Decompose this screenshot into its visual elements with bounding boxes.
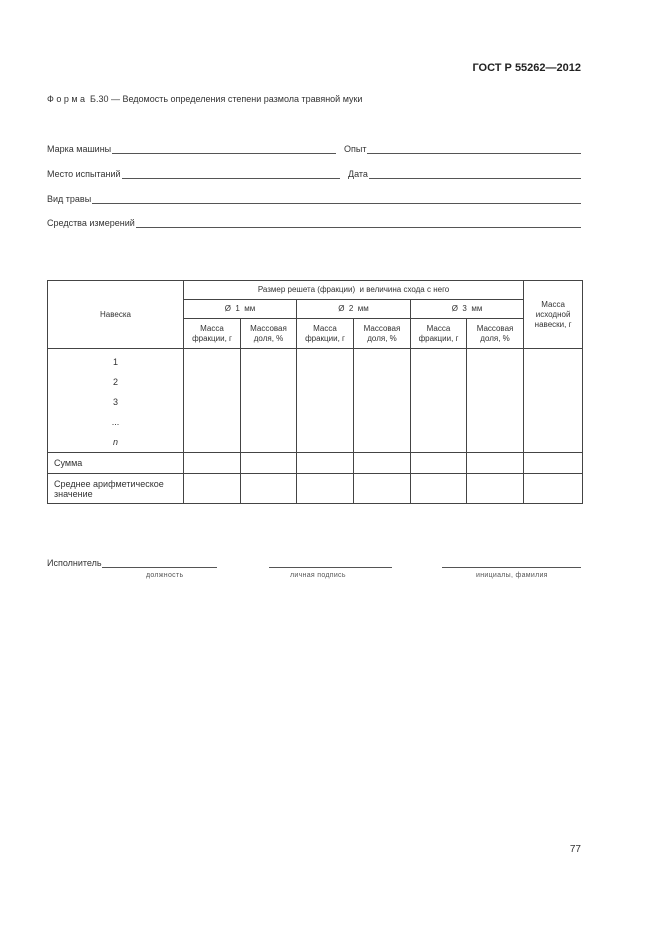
date-label: Дата xyxy=(348,169,368,179)
mass-share-header: Массовая доля, % xyxy=(467,319,524,349)
data-cell[interactable] xyxy=(297,453,354,474)
data-cell[interactable] xyxy=(354,474,411,504)
data-cell[interactable] xyxy=(524,453,583,474)
data-cell[interactable] xyxy=(467,349,524,453)
sample-header: Навеска xyxy=(48,281,184,349)
mass-share-header: Массовая доля, % xyxy=(241,319,297,349)
sum-label: Сумма xyxy=(48,453,184,474)
data-cell[interactable] xyxy=(297,349,354,453)
mass-share-header: Массовая доля, % xyxy=(354,319,411,349)
data-cell[interactable] xyxy=(524,474,583,504)
page-number: 77 xyxy=(569,844,581,855)
data-cell[interactable] xyxy=(354,349,411,453)
initial-mass-header: Масса исходной навески, г xyxy=(524,281,583,349)
measuring-tools-line[interactable] xyxy=(136,218,581,228)
measuring-tools-label: Средства измерений xyxy=(47,218,135,228)
average-row xyxy=(48,474,583,504)
form-caption: Ф о р м а Б.30 — Ведомость определения степени размола травяной муки xyxy=(47,94,363,104)
signature-line[interactable] xyxy=(269,558,392,568)
grass-type-line[interactable] xyxy=(92,194,581,204)
sieve-group-header: Размер решета (фракции) и величина схода с него xyxy=(184,281,524,300)
row-number: 1 xyxy=(112,357,118,367)
data-cell[interactable] xyxy=(297,474,354,504)
data-cell[interactable] xyxy=(241,453,297,474)
executor-row xyxy=(47,558,217,568)
sum-row xyxy=(48,453,583,474)
fraction-mass-header: Масса фракции, г xyxy=(411,319,467,349)
row-number: n xyxy=(112,437,118,447)
position-line[interactable] xyxy=(102,558,217,568)
machine-brand-line[interactable] xyxy=(112,144,336,154)
data-cell[interactable] xyxy=(467,474,524,504)
sieve-1mm-header: Ø 1 мм xyxy=(184,300,297,319)
standard-number: ГОСТ Р 55262—2012 xyxy=(472,62,581,74)
date-line[interactable] xyxy=(369,169,581,179)
data-cell[interactable] xyxy=(241,474,297,504)
test-place-label: Место испытаний xyxy=(47,169,121,179)
data-cell[interactable] xyxy=(411,474,467,504)
row-number: ... xyxy=(111,417,120,427)
data-cell[interactable] xyxy=(184,453,241,474)
data-cell[interactable] xyxy=(241,349,297,453)
field-row-machine xyxy=(47,144,581,154)
name-line[interactable] xyxy=(442,558,581,568)
fraction-mass-header: Масса фракции, г xyxy=(184,319,241,349)
grass-type-label: Вид травы xyxy=(47,194,92,204)
data-cell[interactable] xyxy=(411,453,467,474)
data-cell[interactable] xyxy=(184,349,241,453)
sieve-2mm-header: Ø 2 мм xyxy=(297,300,411,319)
executor-label: Исполнитель xyxy=(47,558,102,568)
name-caption: инициалы, фамилия xyxy=(476,572,548,579)
row-number: 3 xyxy=(112,397,118,407)
row-numbers-cell xyxy=(48,349,184,453)
data-cell[interactable] xyxy=(467,453,524,474)
field-row-tools xyxy=(47,218,581,228)
table-body-row xyxy=(48,349,583,453)
grinding-table xyxy=(47,280,583,504)
field-row-place xyxy=(47,169,581,179)
experiment-line[interactable] xyxy=(367,144,581,154)
machine-brand-label: Марка машины xyxy=(47,144,112,154)
test-place-line[interactable] xyxy=(122,169,340,179)
data-cell[interactable] xyxy=(411,349,467,453)
sieve-3mm-header: Ø 3 мм xyxy=(411,300,524,319)
signature-caption: личная подпись xyxy=(290,572,346,579)
experiment-label: Опыт xyxy=(344,144,367,154)
data-cell[interactable] xyxy=(524,349,583,453)
data-cell[interactable] xyxy=(354,453,411,474)
average-label: Среднее арифметическое значение xyxy=(48,474,184,504)
field-row-grass xyxy=(47,194,581,204)
data-cell[interactable] xyxy=(184,474,241,504)
row-number: 2 xyxy=(112,377,118,387)
position-caption: должность xyxy=(146,572,184,579)
fraction-mass-header: Масса фракции, г xyxy=(297,319,354,349)
